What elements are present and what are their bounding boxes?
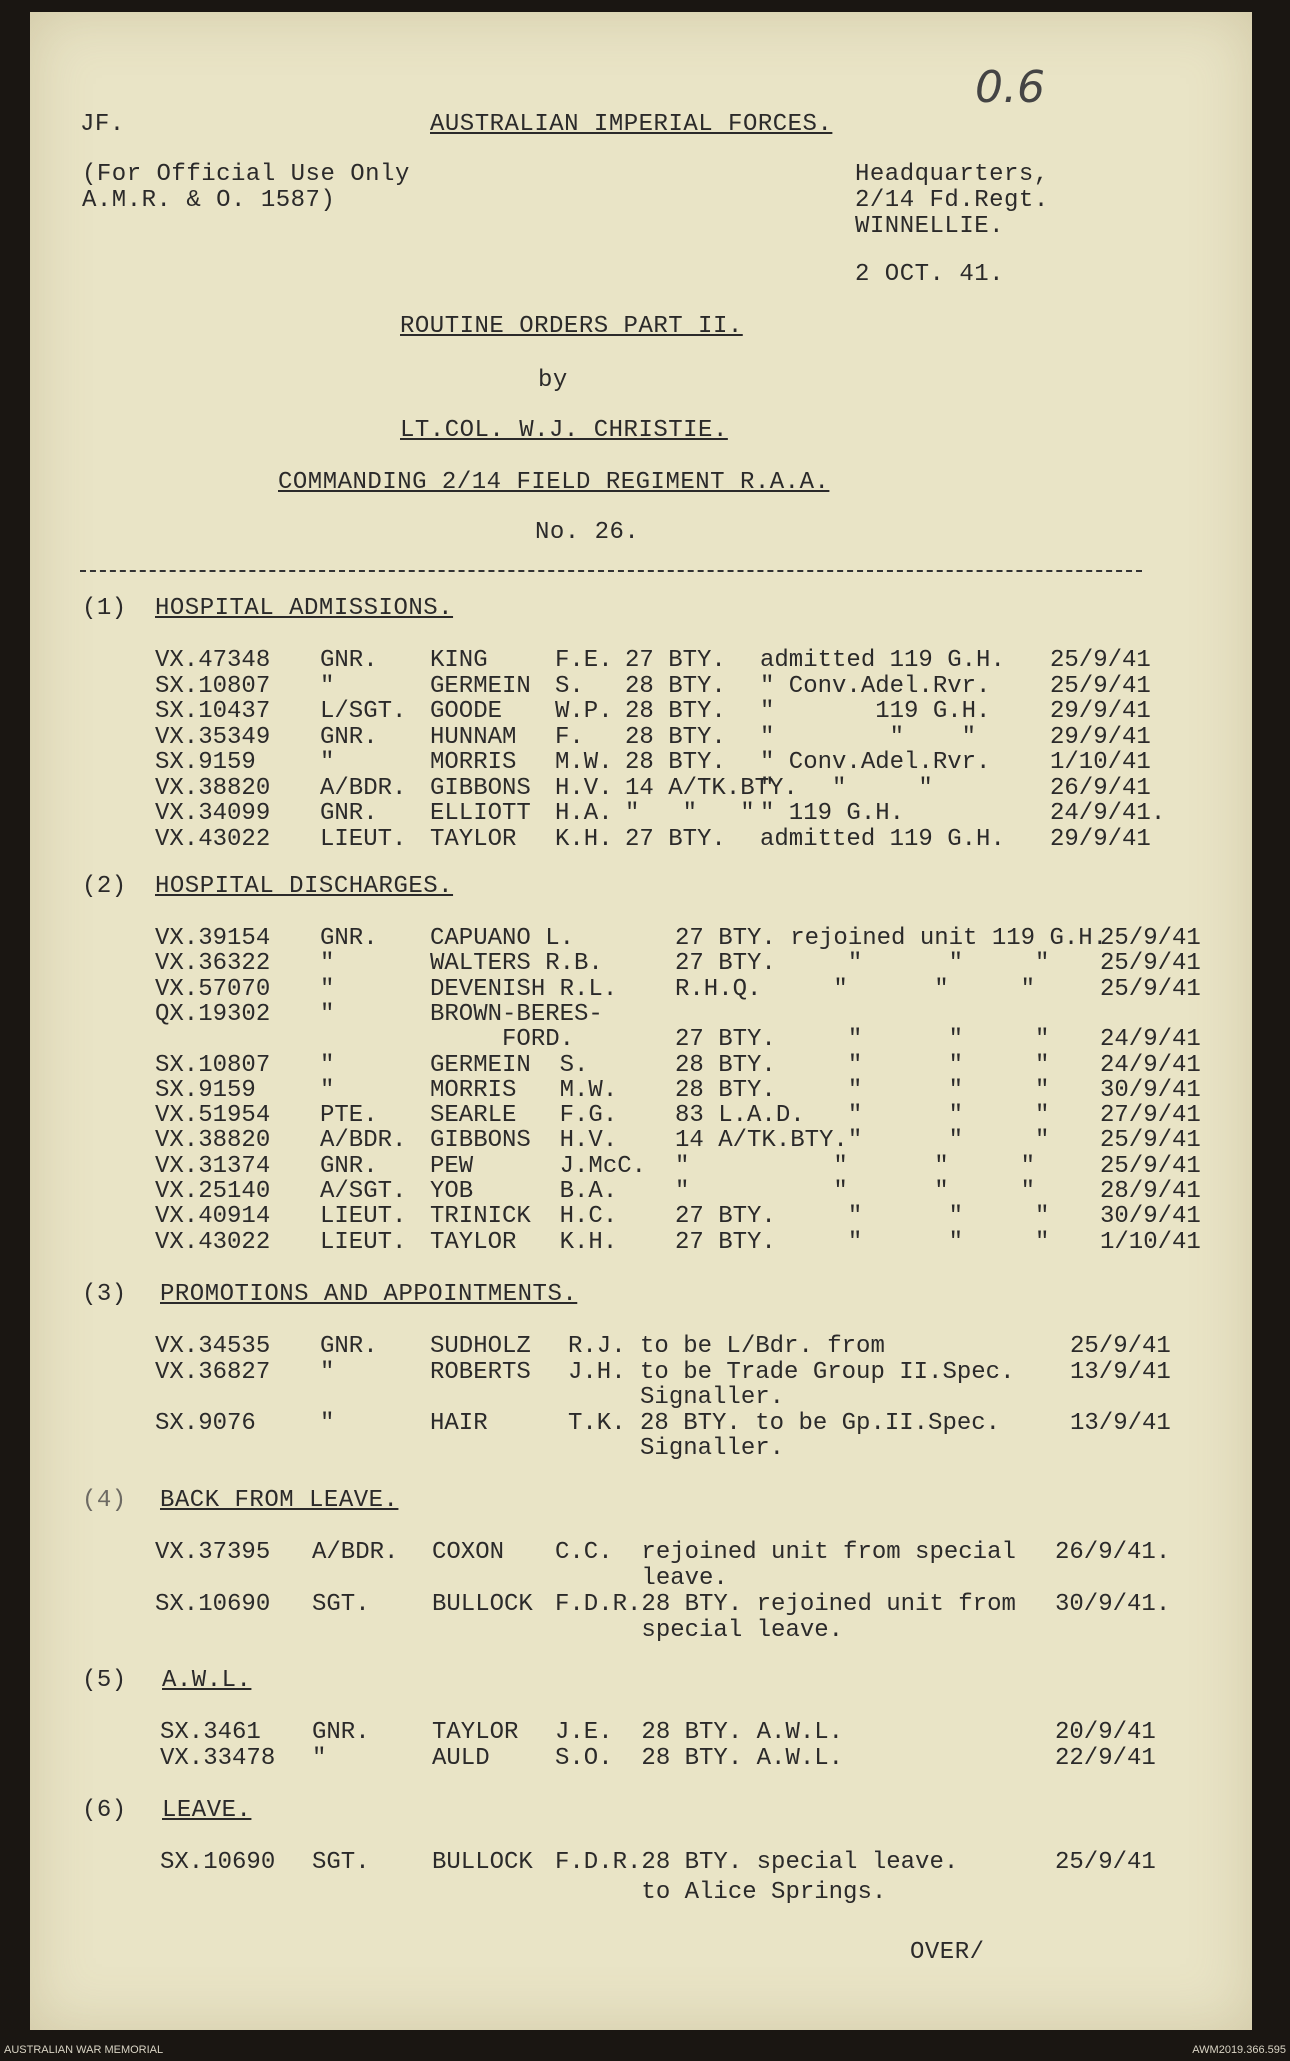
doc-date: 2 OCT. 41. — [855, 261, 1005, 288]
official-use-line2: A.M.R. & O. 1587) — [82, 187, 336, 214]
by-line: by — [538, 367, 568, 394]
remark: R.H.Q. " " " — [675, 975, 1036, 1003]
surname: GIBBONS — [430, 774, 531, 802]
initials: W.P. — [555, 698, 613, 725]
remark: R.J. to be L/Bdr. from — [568, 1333, 885, 1360]
service-number: SX.10690 — [155, 1591, 271, 1618]
initials: H.V. — [555, 774, 613, 802]
remark: to Alice Springs. — [555, 1879, 887, 1906]
service-number: VX.51954 — [155, 1102, 271, 1130]
footer-right: AWM2019.366.595 — [1192, 2044, 1286, 2056]
initials: S. — [555, 672, 584, 700]
service-number: VX.39154 — [155, 925, 271, 952]
remark: S.O. 28 BTY. A.W.L. — [555, 1745, 844, 1772]
rank: A/BDR. — [312, 1539, 399, 1566]
remark: admitted 119 G.H. — [760, 647, 1005, 674]
hq-line3: WINNELLIE. — [855, 213, 1005, 240]
service-number: SX.10690 — [160, 1849, 276, 1876]
entry-date: 25/9/41 — [1100, 975, 1201, 1003]
service-number: VX.31374 — [155, 1152, 271, 1180]
name: SEARLE F.G. — [430, 1102, 618, 1130]
remark: special leave. — [555, 1617, 844, 1644]
surname: HAIR — [430, 1409, 488, 1437]
remark: " " " " — [675, 1178, 1036, 1205]
service-number: VX.35349 — [155, 723, 271, 751]
name: PEW J.McC. — [430, 1152, 647, 1180]
rank: GNR. — [320, 1333, 378, 1360]
entry-date: 25/9/41 — [1070, 1333, 1171, 1360]
name: BROWN-BERES- — [430, 1000, 603, 1028]
entry-date: 25/9/41 — [1100, 1152, 1201, 1180]
service-number: VX.38820 — [155, 774, 271, 802]
section-number: (4) — [82, 1487, 127, 1514]
remark: " 119 G.H. — [760, 800, 905, 827]
service-number: SX.9076 — [155, 1409, 256, 1437]
service-number: VX.57070 — [155, 975, 271, 1003]
name: WALTERS R.B. — [430, 950, 603, 978]
rank: GNR. — [320, 647, 378, 674]
initials: F. — [555, 723, 584, 751]
name: MORRIS M.W. — [430, 1076, 618, 1104]
remark: 28 BTY. " " " — [675, 1051, 1050, 1079]
unit: 28 BTY. — [625, 723, 726, 751]
remark: 27 BTY. rejoined unit 119 G.H. — [675, 925, 1108, 952]
hq-line2: 2/14 Fd.Regt. — [855, 187, 1049, 214]
rank: SGT. — [312, 1849, 370, 1876]
surname: COXON — [432, 1539, 505, 1566]
rank: GNR. — [320, 925, 378, 952]
name: YOB B.A. — [430, 1178, 618, 1205]
remark: F.D.R.28 BTY. special leave. — [555, 1849, 959, 1876]
remark: " Conv.Adel.Rvr. — [760, 749, 991, 776]
service-number: QX.19302 — [155, 1000, 271, 1028]
entry-date: 24/9/41 — [1100, 1026, 1201, 1054]
section-title: LEAVE. — [162, 1797, 252, 1824]
section-number: (3) — [82, 1281, 127, 1308]
entry-date: 1/10/41 — [1100, 1228, 1201, 1256]
remark: 27 BTY. " " " — [675, 1026, 1050, 1054]
rank: " — [320, 749, 335, 776]
remark: leave. — [555, 1565, 728, 1592]
order-number: No. 26. — [535, 519, 640, 546]
entry-date: 29/9/41 — [1050, 723, 1151, 751]
rank: " — [320, 950, 335, 978]
remark: Signaller. — [568, 1384, 785, 1411]
entry-date: 20/9/41 — [1055, 1719, 1156, 1746]
remark: 28 BTY. " " " — [675, 1076, 1050, 1104]
entry-date: 30/9/41 — [1100, 1203, 1201, 1231]
rank: " — [320, 1409, 335, 1437]
service-number: VX.33478 — [160, 1745, 276, 1772]
service-number: SX.10437 — [155, 698, 271, 725]
section-title: A.W.L. — [162, 1667, 252, 1694]
remark: Signaller. — [568, 1435, 785, 1462]
orders-title: ROUTINE ORDERS PART II. — [400, 313, 743, 340]
rank: " — [320, 1051, 335, 1079]
service-number: VX.34535 — [155, 1333, 271, 1360]
rank: PTE. — [320, 1102, 378, 1130]
official-use-line1: (For Official Use Only — [82, 161, 410, 188]
unit: 28 BTY. — [625, 698, 726, 725]
officer-name: LT.COL. W.J. CHRISTIE. — [400, 417, 728, 444]
doc-ref: JF. — [80, 111, 125, 138]
surname: GOODE — [430, 698, 503, 725]
hq-line1: Headquarters, — [855, 161, 1049, 188]
over-marker: OVER/ — [910, 1939, 985, 1966]
surname: BULLOCK — [432, 1591, 533, 1618]
remark: 83 L.A.D. " " " — [675, 1102, 1050, 1130]
service-number: VX.34099 — [155, 800, 271, 827]
name: FORD. — [430, 1026, 575, 1054]
rank: A/SGT. — [320, 1178, 407, 1205]
unit: 28 BTY. — [625, 749, 726, 776]
remark: J.E. 28 BTY. A.W.L. — [555, 1719, 844, 1746]
section-number: (1) — [82, 595, 127, 622]
entry-date: 27/9/41 — [1100, 1102, 1201, 1130]
unit: 27 BTY. — [625, 825, 726, 853]
remark: " Conv.Adel.Rvr. — [760, 672, 991, 700]
surname: ROBERTS — [430, 1358, 531, 1386]
unit: 27 BTY. — [625, 647, 726, 674]
name: DEVENISH R.L. — [430, 975, 618, 1003]
surname: TAYLOR — [430, 825, 517, 853]
rank: SGT. — [312, 1591, 370, 1618]
remark: 27 BTY. " " " — [675, 1203, 1050, 1231]
surname: ELLIOTT — [430, 800, 531, 827]
service-number: VX.36827 — [155, 1358, 271, 1386]
unit: " " " — [625, 800, 755, 827]
service-number: VX.38820 — [155, 1127, 271, 1155]
remark: J.H. to be Trade Group II.Spec. — [568, 1358, 1015, 1386]
divider — [80, 570, 1142, 572]
entry-date: 25/9/41 — [1050, 672, 1151, 700]
service-number: SX.10807 — [155, 672, 271, 700]
section-title: BACK FROM LEAVE. — [160, 1487, 399, 1514]
entry-date: 1/10/41 — [1050, 749, 1151, 776]
rank: " — [320, 1358, 335, 1386]
command-line: COMMANDING 2/14 FIELD REGIMENT R.A.A. — [278, 469, 830, 496]
surname: GERMEIN — [430, 672, 531, 700]
service-number: VX.25140 — [155, 1178, 271, 1205]
section-number: (5) — [82, 1667, 127, 1694]
initials: F.E. — [555, 647, 613, 674]
remark: admitted 119 G.H. — [760, 825, 1005, 853]
name: GERMEIN S. — [430, 1051, 589, 1079]
entry-date: 29/9/41 — [1050, 825, 1151, 853]
service-number: VX.43022 — [155, 1228, 271, 1256]
section-title: HOSPITAL DISCHARGES. — [155, 873, 454, 900]
section-title: HOSPITAL ADMISSIONS. — [155, 595, 454, 622]
remark: 27 BTY. " " " — [675, 1228, 1050, 1256]
entry-date: 30/9/41. — [1055, 1591, 1171, 1618]
rank: " — [320, 1076, 335, 1104]
remark: " " " — [760, 723, 977, 751]
rank: L/SGT. — [320, 698, 407, 725]
surname: AULD — [432, 1745, 490, 1772]
remark: 14 A/TK.BTY." " " — [675, 1127, 1050, 1155]
surname: TAYLOR — [432, 1719, 519, 1746]
rank: LIEUT. — [320, 825, 407, 853]
entry-date: 28/9/41 — [1100, 1178, 1201, 1205]
entry-date: 26/9/41 — [1050, 774, 1151, 802]
entry-date: 13/9/41 — [1070, 1409, 1171, 1437]
entry-date: 30/9/41 — [1100, 1076, 1201, 1104]
surname: SUDHOLZ — [430, 1333, 531, 1360]
handwritten-number: 0.6 — [975, 62, 1045, 113]
service-number: VX.36322 — [155, 950, 271, 978]
entry-date: 13/9/41 — [1070, 1358, 1171, 1386]
doc-title: AUSTRALIAN IMPERIAL FORCES. — [430, 111, 833, 138]
name: CAPUANO L. — [430, 925, 575, 952]
rank: LIEUT. — [320, 1228, 407, 1256]
remark: " 119 G.H. — [760, 698, 991, 725]
entry-date: 22/9/41 — [1055, 1745, 1156, 1772]
rank: " — [320, 672, 335, 700]
rank: " — [312, 1745, 327, 1772]
name: GIBBONS H.V. — [430, 1127, 618, 1155]
name: TAYLOR K.H. — [430, 1228, 618, 1256]
remark: 27 BTY. " " " — [675, 950, 1050, 978]
rank: LIEUT. — [320, 1203, 407, 1231]
section-number: (6) — [82, 1797, 127, 1824]
service-number: SX.10807 — [155, 1051, 271, 1079]
name: TRINICK H.C. — [430, 1203, 618, 1231]
footer-left: AUSTRALIAN WAR MEMORIAL — [4, 2044, 164, 2056]
initials: H.A. — [555, 800, 613, 827]
entry-date: 25/9/41 — [1055, 1849, 1156, 1876]
rank: GNR. — [312, 1719, 370, 1746]
entry-date: 25/9/41 — [1050, 647, 1151, 674]
service-number: VX.43022 — [155, 825, 271, 853]
surname: HUNNAM — [430, 723, 517, 751]
entry-date: 24/9/41. — [1050, 800, 1166, 827]
rank: GNR. — [320, 1152, 378, 1180]
service-number: VX.37395 — [155, 1539, 271, 1566]
rank: A/BDR. — [320, 1127, 407, 1155]
service-number: SX.9159 — [155, 749, 256, 776]
initials: M.W. — [555, 749, 613, 776]
unit: 28 BTY. — [625, 672, 726, 700]
rank: " — [320, 975, 335, 1003]
unit: 14 A/TK.BTY. — [625, 774, 798, 802]
section-number: (2) — [82, 873, 127, 900]
service-number: VX.47348 — [155, 647, 271, 674]
initials: K.H. — [555, 825, 613, 853]
rank: " — [320, 1000, 335, 1028]
entry-date: 24/9/41 — [1100, 1051, 1201, 1079]
remark: F.D.R.28 BTY. rejoined unit from — [555, 1591, 1016, 1618]
remark: " " " " — [675, 1152, 1036, 1180]
remark: C.C. rejoined unit from special — [555, 1539, 1016, 1566]
entry-date: 25/9/41 — [1100, 925, 1201, 952]
surname: MORRIS — [430, 749, 517, 776]
remark: " " " — [760, 774, 933, 802]
service-number: VX.40914 — [155, 1203, 271, 1231]
rank: A/BDR. — [320, 774, 407, 802]
entry-date: 29/9/41 — [1050, 698, 1151, 725]
section-title: PROMOTIONS AND APPOINTMENTS. — [160, 1281, 578, 1308]
rank: GNR. — [320, 723, 378, 751]
entry-date: 26/9/41. — [1055, 1539, 1171, 1566]
service-number: SX.9159 — [155, 1076, 256, 1104]
rank: GNR. — [320, 800, 378, 827]
surname: KING — [430, 647, 488, 674]
service-number: SX.3461 — [160, 1719, 261, 1746]
entry-date: 25/9/41 — [1100, 1127, 1201, 1155]
surname: BULLOCK — [432, 1849, 533, 1876]
entry-date: 25/9/41 — [1100, 950, 1201, 978]
remark: T.K. 28 BTY. to be Gp.II.Spec. — [568, 1409, 1001, 1437]
